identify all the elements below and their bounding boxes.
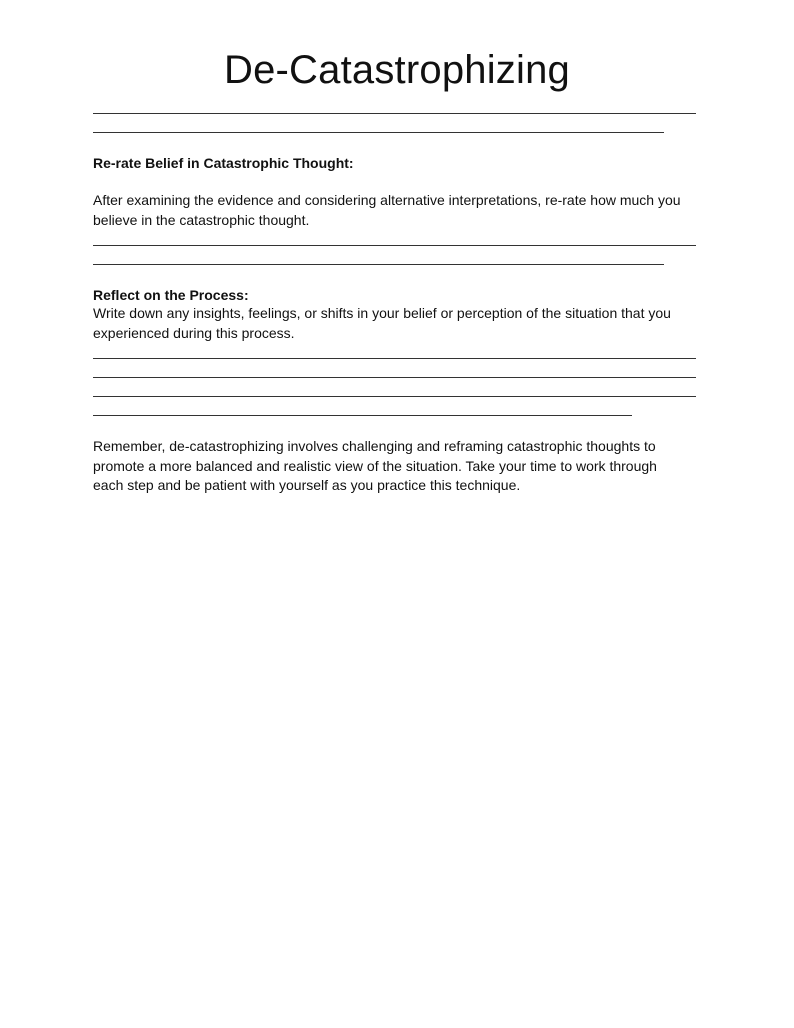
closing-note: [93, 437, 703, 496]
text-line: Remember, de-catastrophizing involves challenging and reframing catastrophic thoughts to: [93, 438, 656, 454]
answer-line[interactable]: [93, 113, 696, 114]
reflect-instructions: [93, 304, 703, 343]
text-line: experienced during this process.: [93, 324, 295, 341]
answer-line[interactable]: [93, 415, 632, 416]
text-line: promote a more balanced and realistic view of the situation. Take your time to work through: [93, 457, 657, 474]
rerate-instructions: [93, 191, 703, 230]
answer-line[interactable]: [93, 132, 664, 133]
answer-line[interactable]: [93, 377, 696, 378]
text-line: Write down any insights, feelings, or shifts in your belief or perception of the situation that you: [93, 305, 671, 321]
answer-line[interactable]: [93, 245, 696, 246]
section-heading-reflect: Reflect on the Process:: [93, 287, 249, 303]
page-title: De-Catastrophizing: [224, 48, 570, 92]
text-line: each step and be patient with yourself as you practice this technique.: [93, 477, 521, 493]
text-line: After examining the evidence and considering alternative interpretations, re-rate how much you: [93, 192, 681, 208]
text-line: believe in the catastrophic thought.: [93, 211, 310, 228]
answer-line[interactable]: [93, 264, 664, 265]
section-heading-rerate: Re-rate Belief in Catastrophic Thought:: [93, 155, 354, 171]
answer-line[interactable]: [93, 396, 696, 397]
answer-line[interactable]: [93, 358, 696, 359]
